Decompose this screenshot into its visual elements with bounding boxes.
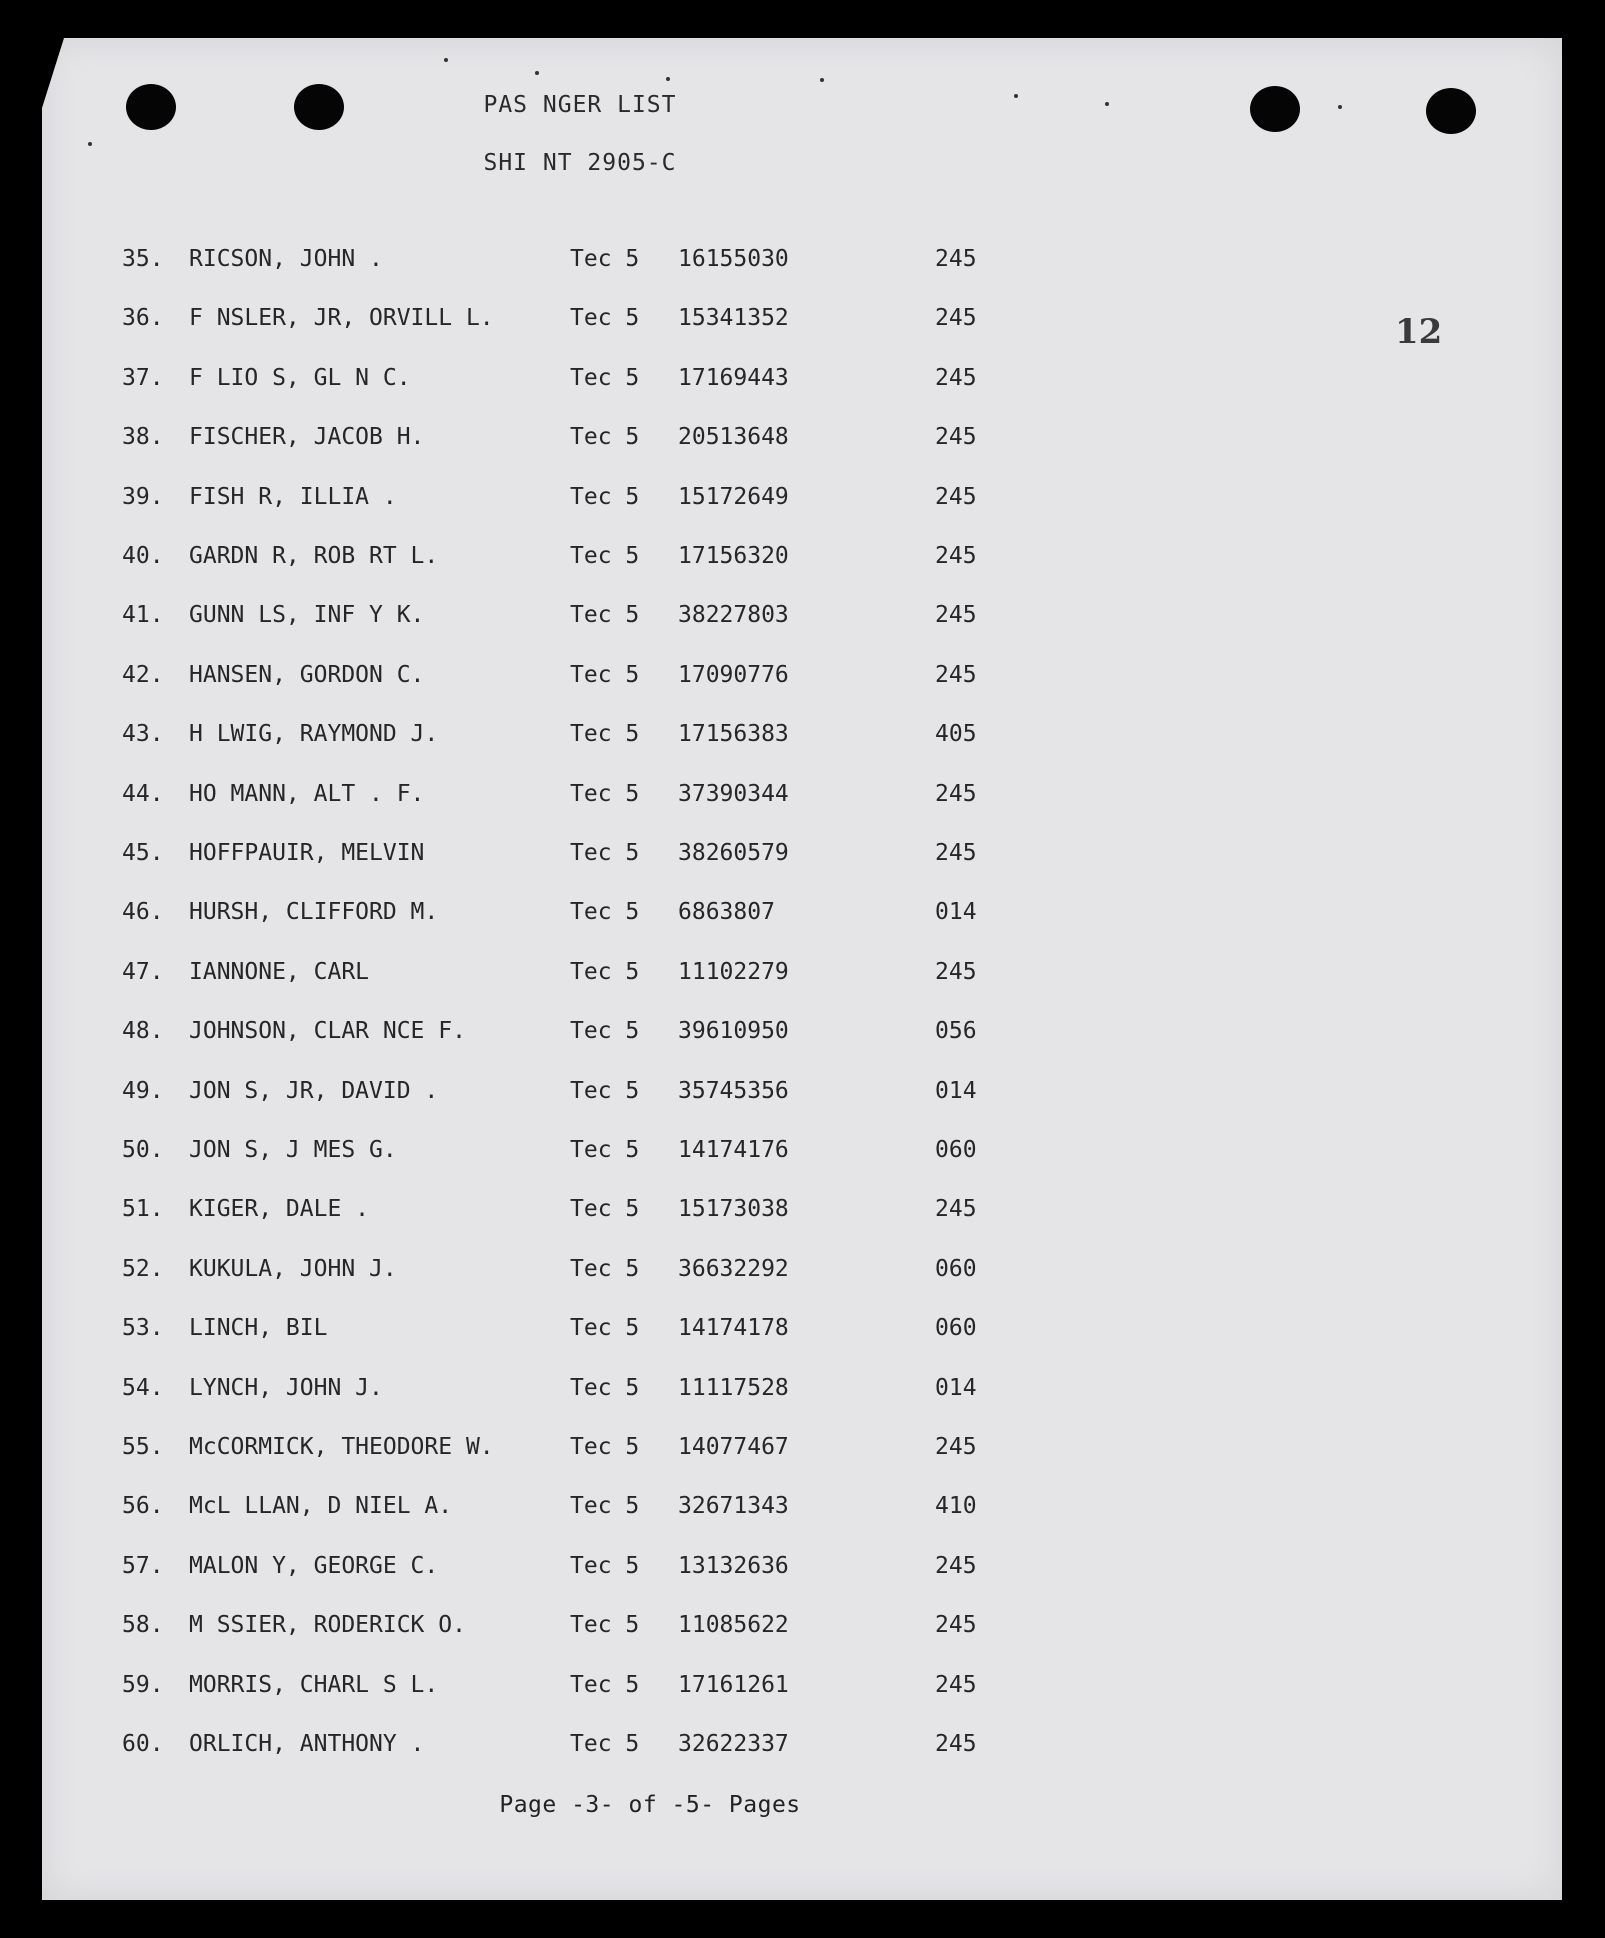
- code: 245: [935, 1612, 977, 1638]
- code: 410: [935, 1493, 977, 1519]
- passenger-name: FISCHER, JACOB H.: [189, 424, 425, 450]
- serial-number: 39610950: [678, 1018, 789, 1044]
- passenger-name: HURSH, CLIFFORD M.: [189, 899, 439, 925]
- code: 245: [935, 1434, 977, 1460]
- serial-number: 13132636: [678, 1553, 789, 1579]
- rank: Tec 5: [570, 1731, 640, 1757]
- serial-number: 14174178: [678, 1315, 789, 1341]
- passenger-name: GARDN R, ROB RT L.: [189, 543, 439, 569]
- code: 245: [935, 840, 977, 866]
- rank: Tec 5: [570, 1434, 640, 1460]
- passenger-name: McL LLAN, D NIEL A.: [189, 1493, 453, 1519]
- serial-number: 17161261: [678, 1672, 789, 1698]
- rank: Tec 5: [570, 899, 640, 925]
- passenger-name: FISH R, ILLIA .: [189, 484, 397, 510]
- passenger-name: F NSLER, JR, ORVILL L.: [189, 305, 494, 331]
- code: 245: [935, 1672, 977, 1698]
- dust-speck: [1338, 105, 1342, 109]
- rank: Tec 5: [570, 305, 640, 331]
- code: 245: [935, 424, 977, 450]
- row-number: 54.: [122, 1375, 164, 1401]
- code: 060: [935, 1315, 977, 1341]
- row-number: 40.: [122, 543, 164, 569]
- row-number: 47.: [122, 959, 164, 985]
- passenger-name: KIGER, DALE .: [189, 1196, 370, 1222]
- passenger-name: H LWIG, RAYMOND J.: [189, 721, 439, 747]
- rank: Tec 5: [570, 1196, 640, 1222]
- code: 245: [935, 781, 977, 807]
- code: 245: [935, 662, 977, 688]
- row-number: 56.: [122, 1493, 164, 1519]
- passenger-name: McCORMICK, THEODORE W.: [189, 1434, 494, 1460]
- passenger-name: MALON Y, GEORGE C.: [189, 1553, 439, 1579]
- row-number: 39.: [122, 484, 164, 510]
- passenger-name: HO MANN, ALT . F.: [189, 781, 425, 807]
- serial-number: 15341352: [678, 305, 789, 331]
- serial-number: 37390344: [678, 781, 789, 807]
- rank: Tec 5: [570, 1553, 640, 1579]
- code: 060: [935, 1256, 977, 1282]
- passenger-name: JON S, JR, DAVID .: [189, 1078, 439, 1104]
- rank: Tec 5: [570, 1493, 640, 1519]
- code: 245: [935, 543, 977, 569]
- code: 245: [935, 246, 977, 272]
- document-title: PAS NGER LIST: [483, 92, 677, 118]
- serial-number: 6863807: [678, 899, 775, 925]
- serial-number: 11085622: [678, 1612, 789, 1638]
- row-number: 53.: [122, 1315, 164, 1341]
- row-number: 59.: [122, 1672, 164, 1698]
- serial-number: 17156320: [678, 543, 789, 569]
- passenger-name: ORLICH, ANTHONY .: [189, 1731, 425, 1757]
- passenger-name: LINCH, BIL: [189, 1315, 328, 1341]
- row-number: 44.: [122, 781, 164, 807]
- row-number: 35.: [122, 246, 164, 272]
- code: 245: [935, 305, 977, 331]
- row-number: 42.: [122, 662, 164, 688]
- passenger-name: JOHNSON, CLAR NCE F.: [189, 1018, 466, 1044]
- punch-hole-right-2: [1426, 88, 1476, 134]
- serial-number: 14174176: [678, 1137, 789, 1163]
- row-number: 43.: [122, 721, 164, 747]
- code: 060: [935, 1137, 977, 1163]
- code: 014: [935, 899, 977, 925]
- rank: Tec 5: [570, 602, 640, 628]
- passenger-name: RICSON, JOHN .: [189, 246, 383, 272]
- serial-number: 32671343: [678, 1493, 789, 1519]
- row-number: 60.: [122, 1731, 164, 1757]
- row-number: 50.: [122, 1137, 164, 1163]
- serial-number: 17156383: [678, 721, 789, 747]
- row-number: 55.: [122, 1434, 164, 1460]
- row-number: 57.: [122, 1553, 164, 1579]
- serial-number: 36632292: [678, 1256, 789, 1282]
- code: 245: [935, 1553, 977, 1579]
- serial-number: 38260579: [678, 840, 789, 866]
- row-number: 48.: [122, 1018, 164, 1044]
- rank: Tec 5: [570, 1018, 640, 1044]
- serial-number: 11102279: [678, 959, 789, 985]
- serial-number: 14077467: [678, 1434, 789, 1460]
- serial-number: 32622337: [678, 1731, 789, 1757]
- rank: Tec 5: [570, 1612, 640, 1638]
- row-number: 38.: [122, 424, 164, 450]
- rank: Tec 5: [570, 484, 640, 510]
- rank: Tec 5: [570, 1375, 640, 1401]
- code: 014: [935, 1078, 977, 1104]
- passenger-name: LYNCH, JOHN J.: [189, 1375, 383, 1401]
- serial-number: 15173038: [678, 1196, 789, 1222]
- row-number: 49.: [122, 1078, 164, 1104]
- serial-number: 11117528: [678, 1375, 789, 1401]
- passenger-name: JON S, J MES G.: [189, 1137, 397, 1163]
- dust-speck: [444, 58, 448, 62]
- passenger-name: KUKULA, JOHN J.: [189, 1256, 397, 1282]
- rank: Tec 5: [570, 781, 640, 807]
- rank: Tec 5: [570, 1315, 640, 1341]
- passenger-name: HOFFPAUIR, MELVIN: [189, 840, 425, 866]
- serial-number: 17169443: [678, 365, 789, 391]
- rank: Tec 5: [570, 424, 640, 450]
- punch-hole-right-1: [1250, 86, 1300, 132]
- code: 245: [935, 602, 977, 628]
- row-number: 51.: [122, 1196, 164, 1222]
- passenger-name: F LIO S, GL N C.: [189, 365, 411, 391]
- rank: Tec 5: [570, 1137, 640, 1163]
- serial-number: 17090776: [678, 662, 789, 688]
- code: 245: [935, 1196, 977, 1222]
- serial-number: 35745356: [678, 1078, 789, 1104]
- passenger-name: HANSEN, GORDON C.: [189, 662, 425, 688]
- rank: Tec 5: [570, 1078, 640, 1104]
- page-number-stamp: 12: [1395, 312, 1443, 352]
- dust-speck: [820, 78, 824, 82]
- shipment-subtitle: SHI NT 2905-C: [483, 150, 677, 176]
- rank: Tec 5: [570, 959, 640, 985]
- code: 245: [935, 959, 977, 985]
- dust-speck: [666, 77, 670, 81]
- row-number: 36.: [122, 305, 164, 331]
- rank: Tec 5: [570, 365, 640, 391]
- passenger-name: IANNONE, CARL: [189, 959, 370, 985]
- dust-speck: [88, 142, 92, 146]
- serial-number: 20513648: [678, 424, 789, 450]
- passenger-name: MORRIS, CHARL S L.: [189, 1672, 439, 1698]
- serial-number: 16155030: [678, 246, 789, 272]
- page-footer: Page -3- of -5- Pages: [499, 1792, 801, 1818]
- dust-speck: [535, 71, 539, 75]
- passenger-name: M SSIER, RODERICK O.: [189, 1612, 466, 1638]
- rank: Tec 5: [570, 840, 640, 866]
- code: 245: [935, 1731, 977, 1757]
- row-number: 37.: [122, 365, 164, 391]
- row-number: 45.: [122, 840, 164, 866]
- row-number: 41.: [122, 602, 164, 628]
- rank: Tec 5: [570, 543, 640, 569]
- rank: Tec 5: [570, 246, 640, 272]
- serial-number: 15172649: [678, 484, 789, 510]
- rank: Tec 5: [570, 662, 640, 688]
- code: 014: [935, 1375, 977, 1401]
- row-number: 46.: [122, 899, 164, 925]
- rank: Tec 5: [570, 1256, 640, 1282]
- code: 245: [935, 484, 977, 510]
- row-number: 52.: [122, 1256, 164, 1282]
- passenger-name: GUNN LS, INF Y K.: [189, 602, 425, 628]
- rank: Tec 5: [570, 721, 640, 747]
- serial-number: 38227803: [678, 602, 789, 628]
- code: 245: [935, 365, 977, 391]
- row-number: 58.: [122, 1612, 164, 1638]
- code: 056: [935, 1018, 977, 1044]
- code: 405: [935, 721, 977, 747]
- rank: Tec 5: [570, 1672, 640, 1698]
